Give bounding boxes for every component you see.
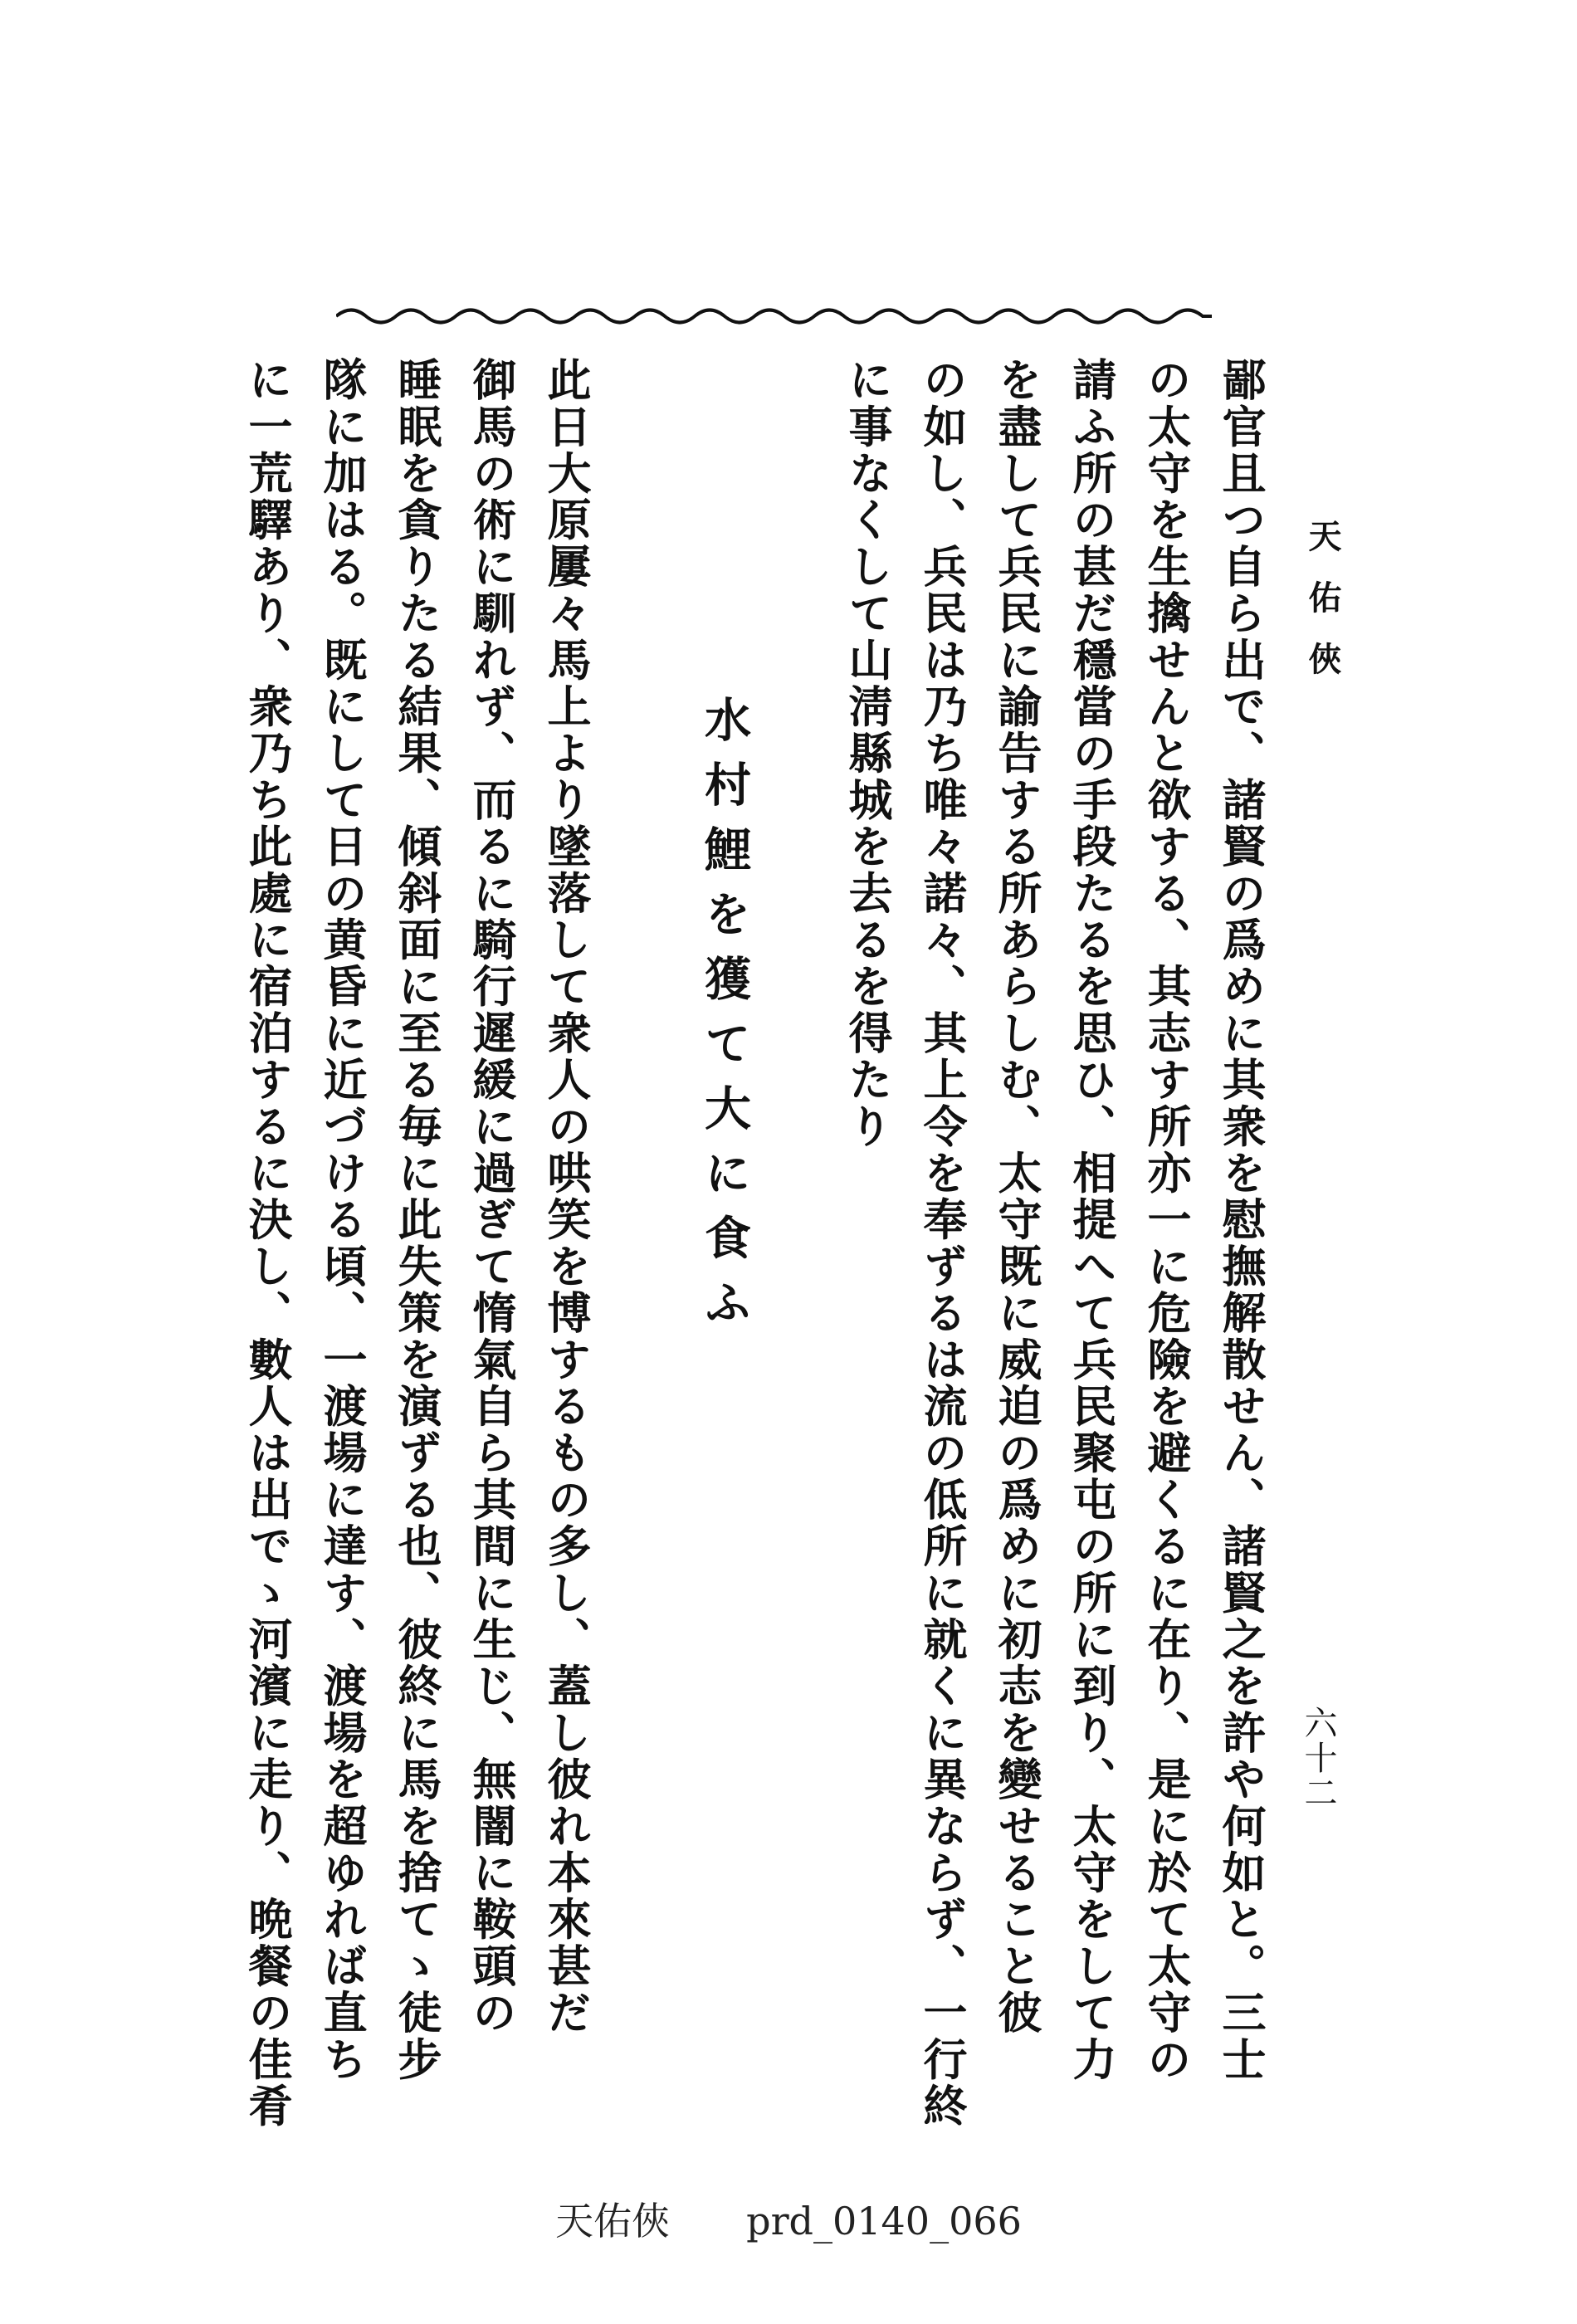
text-column: 御馬の術に馴れず、而るに騎行遲緩に過ぎて惰氣自ら其間に生じ、無闇に鞍頭の	[466, 357, 517, 2037]
text-column: に事なくして山淸縣城を去るを得たり	[842, 357, 893, 1150]
text-column: 睡眠を貪りたる結果、傾斜面に至る毎に此失策を演ずる也、彼終に馬を捨てゝ徒步	[391, 357, 442, 2083]
text-column: の太守を生擒せんと欲する、其志す所亦一に危險を避くるに在り、是に於て太守の	[1140, 357, 1192, 2083]
footer-caption: 天佑俠 prd_0140_066	[555, 2199, 1022, 2243]
running-title: 天佑俠	[1303, 519, 1342, 703]
section-heading: 水村鯉を獲て大に食ふ	[697, 696, 752, 1343]
text-column: 隊に加はる。既にして日の黄昏に近づける頃、一渡場に達す、渡場を超ゆれば直ち	[316, 357, 368, 2083]
wavy-rule-divider	[336, 305, 1212, 327]
text-column: 鄙官且つ自ら出で、諸賢の爲めに其衆を慰撫解散せん、諸賢之を許や何如と。三士	[1215, 357, 1267, 2083]
page-number: 六十二	[1299, 1706, 1337, 1810]
text-column: 此日大原屢々馬上より墜落して衆人の哄笑を博するもの多し、蓋し彼れ本來甚だ	[540, 357, 592, 2037]
text-column: 請ふ所の甚だ穩當の手段たるを思ひ、相提へて兵民聚屯の所に到り、太守をして力	[1066, 357, 1117, 2083]
text-column: を盡して兵民に諭告する所あらしむ、太守既に威迫の爲めに初志を變せること彼	[991, 357, 1042, 2037]
text-column: の如し、兵民は乃ち唯々諾々、其上令を奉ずるは流の低所に就くに異ならず、一行終	[916, 357, 968, 2130]
text-column: に一荒驛あり、衆乃ち此處に宿泊するに決し、數人は出でゝ河濱に走り、晩餐の佳肴	[242, 357, 293, 2130]
